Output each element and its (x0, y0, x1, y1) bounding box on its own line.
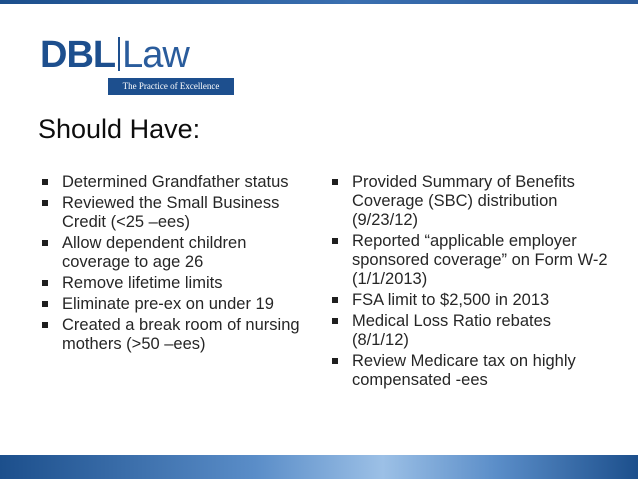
square-bullet-icon (332, 297, 338, 303)
logo-dbl-text: DBL (40, 34, 116, 76)
list-item-text: Allow dependent children coverage to age 26 (62, 234, 247, 271)
list-item-text: Reviewed the Small Business Credit (<25 –ees) (62, 194, 280, 231)
logo-wordmark (40, 34, 189, 76)
square-bullet-icon (42, 179, 48, 185)
list-item (41, 173, 311, 192)
logo-tagline: The Practice of Excellence (108, 78, 234, 95)
square-bullet-icon (42, 322, 48, 328)
square-bullet-icon (332, 179, 338, 185)
square-bullet-icon (42, 280, 48, 286)
list-item-text: Review Medicare tax on highly compensated -ees (352, 352, 576, 389)
list-item-text: Determined Grandfather status (62, 173, 289, 191)
slide-title: Should Have: (38, 114, 201, 144)
dbl-law-logo (40, 34, 240, 96)
list-item-text: Created a break room of nursing mothers (>50 –ees) (62, 316, 300, 353)
logo-law-text: Law (122, 34, 189, 76)
list-item (331, 352, 611, 390)
list-item (41, 194, 311, 232)
list-item-text: Eliminate pre-ex on under 19 (62, 295, 274, 313)
list-item-text: FSA limit to $2,500 in 2013 (352, 291, 550, 309)
list-item (41, 274, 311, 293)
square-bullet-icon (42, 301, 48, 307)
list-item (331, 291, 611, 310)
top-accent-rule (0, 0, 638, 4)
logo-divider (118, 37, 120, 71)
list-item (331, 232, 611, 289)
list-item-text: Remove lifetime limits (62, 274, 223, 292)
list-item (41, 234, 311, 272)
left-bullet-list (41, 173, 311, 356)
list-item-text: Provided Summary of Benefits Coverage (SBC) distribution (9/23/12) (352, 173, 575, 229)
square-bullet-icon (332, 358, 338, 364)
right-bullet-list (331, 173, 611, 392)
list-item (41, 295, 311, 314)
list-item (331, 312, 611, 350)
square-bullet-icon (42, 240, 48, 246)
list-item-text: Medical Loss Ratio rebates (8/1/12) (352, 312, 552, 349)
square-bullet-icon (42, 200, 48, 206)
list-item (331, 173, 611, 230)
square-bullet-icon (332, 238, 338, 244)
bottom-accent-band (0, 455, 638, 479)
square-bullet-icon (332, 318, 338, 324)
list-item-text: Reported “applicable employer sponsored coverage” on Form W-2 (1/1/2013) (352, 232, 608, 288)
list-item (41, 316, 311, 354)
